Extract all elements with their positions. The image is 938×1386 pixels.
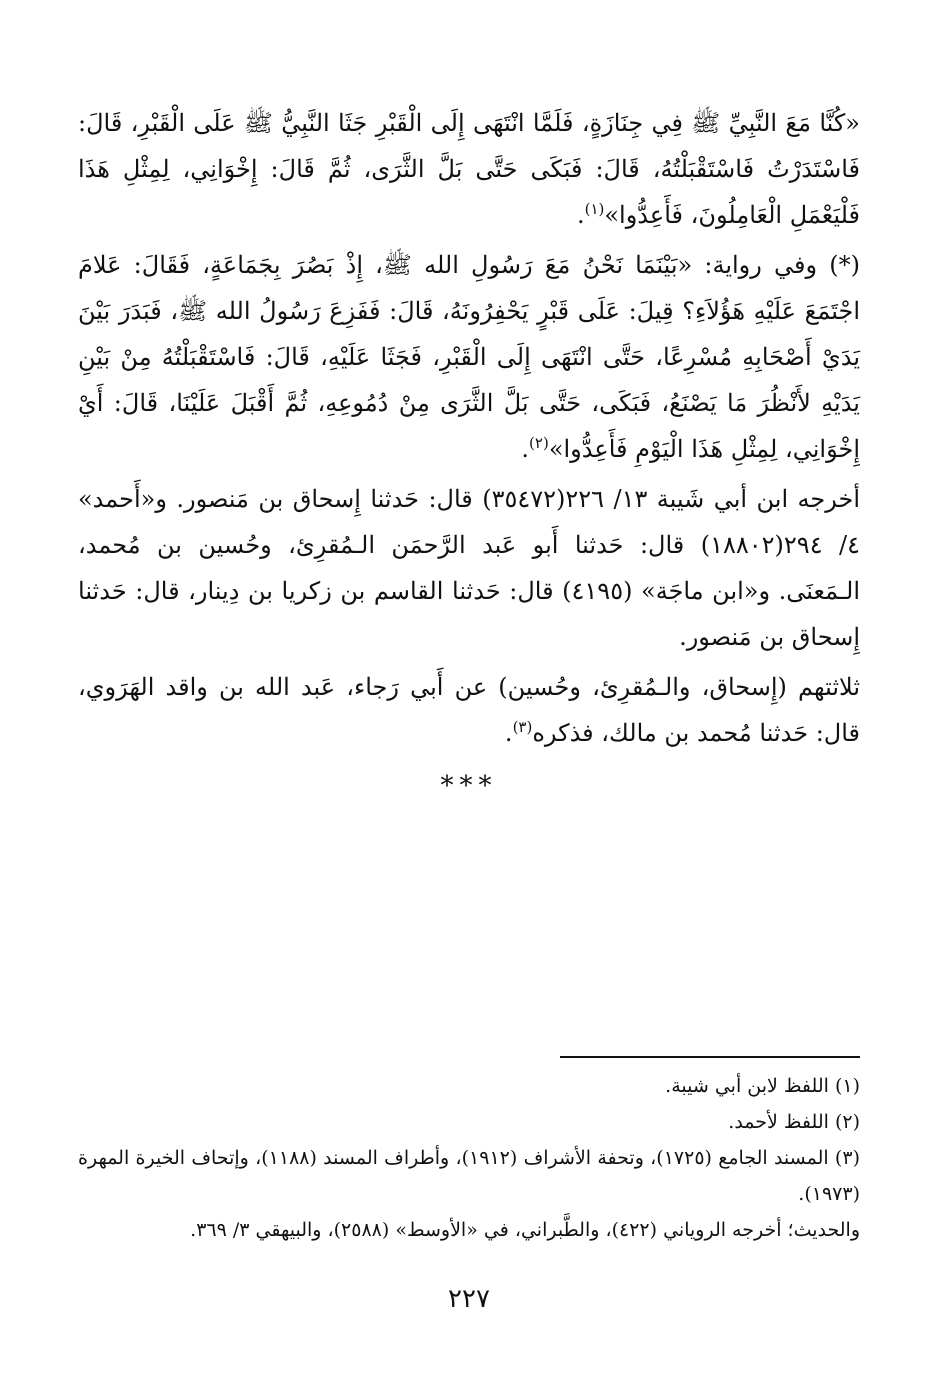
footnote-ref-1[interactable]: (١) — [584, 200, 605, 218]
hadith-text-1: «كُنَّا مَعَ النَّبِيِّ ﷺ فِي جِنَازَةٍ، فَلَمَّا انْتَهَى إِلَى الْقَبْرِ جَثَا النَّبِيُّ ﷺ عَلَى الْقَبْرِ، قَالَ: فَاسْتَدَرْتُ فَاسْتَقْبَلْتُهُ، قَالَ: فَبَكَى حَتَّى بَلَّ الثَّرَى، ثُمَّ قَالَ: إِخْوَانِي، لِمِثْلِ هَذَا فَلْيَعْمَلِ الْعَامِلُونَ، فَأَعِدُّوا» — [78, 109, 860, 229]
footnote-1: (١) اللفظ لابن أبي شيبة. — [665, 1075, 860, 1097]
takhrij-paragraph: أخرجه ابن أبي شَيبة ١٣/ ٢٢٦(٣٥٤٧٢) قال: حَدثنا إِسحاق بن مَنصور. و«أَحمد» ٤/ ٢٩٤(١٨٨٠٢) قال: حَدثنا أَبو عَبد الرَّحمَن الـمُقرِئ، وحُسين بن مُحمد، الـمَعنَى. و«ابن ماجَة» (٤١٩٥) قال: حَدثنا القاسم بن زكريا بن دِينار، قال: حَدثنا إِسحاق بن مَنصور. — [78, 485, 860, 651]
footnote-ref-3[interactable]: (٣) — [512, 718, 533, 736]
isnad-end: . — [504, 719, 513, 747]
footnote-3: (٣) المسند الجامع (١٧٢٥)، وتحفة الأشراف (١٩١٢)، وأطراف المسند (١١٨٨)، وإتحاف الخيرة المهرة (١٩٧٣). — [78, 1147, 860, 1205]
hadith-paragraph-1: «كُنَّا مَعَ النَّبِيِّ ﷺ فِي جِنَازَةٍ، فَلَمَّا انْتَهَى إِلَى الْقَبْرِ جَثَا النَّبِيُّ ﷺ عَلَى الْقَبْرِ، قَالَ: فَاسْتَدَرْتُ فَاسْتَقْبَلْتُهُ، قَالَ: فَبَكَى حَتَّى بَلَّ الثَّرَى، ثُمَّ قَالَ: إِخْوَانِي، لِمِثْلِ هَذَا فَلْيَعْمَلِ الْعَامِلُونَ، فَأَعِدُّوا»$^{(١)}$. — [78, 109, 860, 229]
page-number: ٢٢٧ — [448, 1284, 490, 1314]
footnote-ref-2[interactable]: (٢) — [529, 434, 549, 452]
isnad-paragraph — [78, 664, 860, 756]
footnote-3-continuation: والحديث؛ أخرجه الروياني (٤٢٢)، والطَّبراني، في «الأوسط» (٢٥٨٨)، والبيهقي ٣/ ٣٦٩. — [190, 1219, 860, 1241]
hadith-paragraph-2: (*) وفي رواية: «بَيْنَمَا نَحْنُ مَعَ رَسُولِ الله ﷺ، إِذْ بَصُرَ بِجَمَاعَةٍ، فَقَالَ: عَلامَ اجْتَمَعَ عَلَيْهِ هَؤُلاَءِ؟ قِيلَ: عَلَى قَبْرٍ يَحْفِرُونَهُ، قَالَ: فَفَزِعَ رَسُولُ الله ﷺ، فَبَدَرَ بَيْنَ يَدَيْ أَصْحَابِهِ مُسْرِعًا، حَتَّى انْتَهَى إِلَى الْقَبْرِ، فَجَثَا عَلَيْهِ، قَالَ: فَاسْتَقْبَلْتُهُ مِنْ بَيْنِ يَدَيْهِ لأَنْظُرَ مَا يَصْنَعُ، فَبَكَى، حَتَّى بَلَّ الثَّرَى مِنْ دُمُوعِهِ، ثُمَّ أَقْبَلَ عَلَيْنَا، قَالَ: أَيْ إِخْوَانِي، لِمِثْلِ هَذَا الْيَوْمِ فَأَعِدُّوا»$^{(٢)}$. — [78, 251, 860, 463]
isnad-text: ثلاثتهم (إِسحاق، والـمُقرِئ، وحُسين) عن أَبي رَجاء، عَبد الله بن واقد الهَرَوي، قال: حَدثنا مُحمد بن مالك، فذكره — [78, 673, 860, 747]
footnotes — [78, 1056, 860, 1248]
section-separator: *** — [440, 771, 498, 801]
main-text — [78, 100, 860, 806]
footnote-2: (٢) اللفظ لأحمد. — [728, 1111, 860, 1133]
footnote-rule — [560, 1056, 860, 1058]
hadith-text-2: (*) وفي رواية: «بَيْنَمَا نَحْنُ مَعَ رَسُولِ الله ﷺ، إِذْ بَصُرَ بِجَمَاعَةٍ، فَقَالَ: عَلامَ اجْتَمَعَ عَلَيْهِ هَؤُلاَءِ؟ قِيلَ: عَلَى قَبْرٍ يَحْفِرُونَهُ، قَالَ: فَفَزِعَ رَسُولُ الله ﷺ، فَبَدَرَ بَيْنَ يَدَيْ أَصْحَابِهِ مُسْرِعًا، حَتَّى انْتَهَى إِلَى الْقَبْرِ، فَجَثَا عَلَيْهِ، قَالَ: فَاسْتَقْبَلْتُهُ مِنْ بَيْنِ يَدَيْهِ لأَنْظُرَ مَا يَصْنَعُ، فَبَكَى، حَتَّى بَلَّ الثَّرَى مِنْ دُمُوعِهِ، ثُمَّ أَقْبَلَ عَلَيْنَا، قَالَ: أَيْ إِخْوَانِي، لِمِثْلِ هَذَا الْيَوْمِ فَأَعِدُّوا» — [78, 251, 860, 463]
